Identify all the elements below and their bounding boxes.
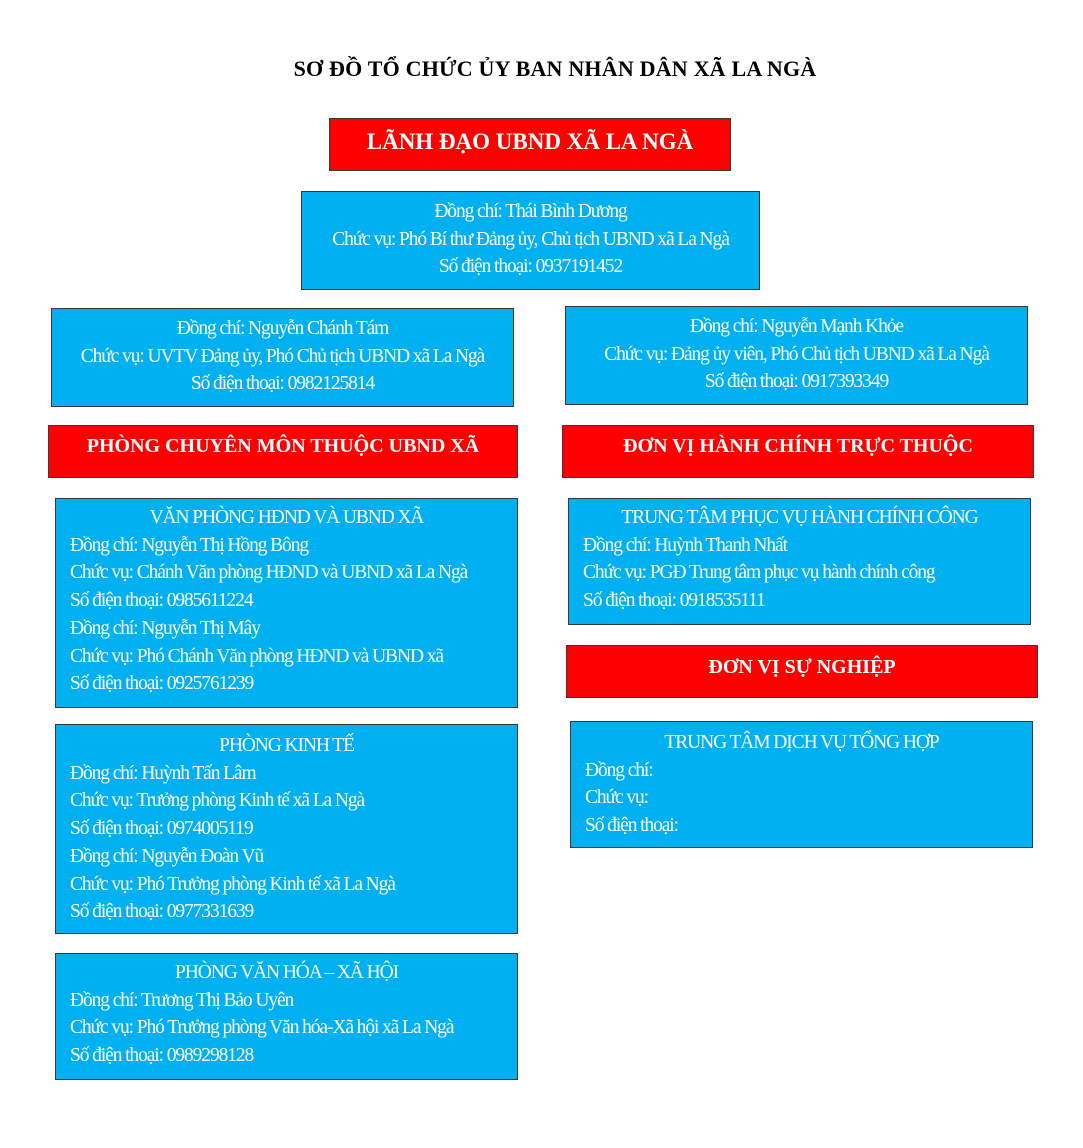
culture-dept-box: [55, 953, 518, 1080]
public-service-header: ĐƠN VỊ SỰ NGHIỆP: [566, 645, 1038, 698]
office-person1-name: Đồng chí: Nguyễn Thị Hồng Bông: [70, 534, 309, 556]
office-person2-phone: Số điện thoại: 0925761239: [70, 673, 254, 695]
departments-header: PHÒNG CHUYÊN MÔN THUỘC UBND XÃ: [48, 425, 518, 478]
economic-dept-name: PHÒNG KINH TẾ: [219, 735, 354, 756]
vice-chairman-2-name: Đồng chí: Nguyễn Mạnh Khỏe: [690, 316, 903, 337]
culture-dept-name: PHÒNG VĂN HÓA – XÃ HỘI: [175, 962, 398, 983]
admin-units-header: ĐƠN VỊ HÀNH CHÍNH TRỰC THUỘC: [562, 425, 1034, 478]
admin-center-box: [568, 498, 1031, 625]
admin-center-person1-name: Đồng chí: Huỳnh Thanh Nhất: [583, 534, 787, 556]
vice-chairman-2-box: [565, 306, 1028, 405]
chairman-phone: Số điện thoại: 0937191452: [438, 256, 623, 278]
office-box: [55, 498, 518, 708]
economic-dept-person2-position: Chức vụ: Phó Trưởng phòng Kinh tế xã La Ngà: [70, 873, 395, 895]
admin-center-person1-phone: Số điện thoại: 0918535111: [583, 590, 765, 612]
economic-dept-person2-name: Đồng chí: Nguyễn Đoàn Vũ: [70, 845, 264, 867]
culture-dept-person1-phone: Số điện thoại: 0989298128: [70, 1045, 254, 1067]
vice-chairman-2-phone: Số điện thoại: 0917393349: [704, 371, 889, 393]
vice-chairman-1-phone: Số điện thoại: 0982125814: [190, 373, 375, 395]
service-center-box: [570, 721, 1033, 848]
economic-dept-person1-position: Chức vụ: Trưởng phòng Kinh tế xã La Ngà: [70, 790, 365, 812]
office-name: VĂN PHÒNG HĐND VÀ UBND XÃ: [149, 507, 424, 528]
service-center-person1-position: Chức vụ:: [585, 787, 648, 809]
chairman-position: Chức vụ: Phó Bí thư Đảng ủy, Chủ tịch UBND xã La Ngà: [332, 228, 729, 250]
vice-chairman-2-position: Chức vụ: Đảng ủy viên, Phó Chủ tịch UBND xã La Ngà: [604, 343, 989, 365]
service-center-person1-phone: Số điện thoại:: [585, 815, 678, 837]
economic-dept-person2-phone: Số điện thoại: 0977331639: [70, 901, 254, 923]
chairman-box: [301, 191, 760, 290]
leadership-header: LÃNH ĐẠO UBND XÃ LA NGÀ: [329, 118, 731, 171]
admin-center-name: TRUNG TÂM PHỤC VỤ HÀNH CHÍNH CÔNG: [621, 507, 978, 528]
office-person1-position: Chức vụ: Chánh Văn phòng HĐND và UBND xã La Ngà: [70, 562, 468, 584]
service-center-name: TRUNG TÂM DỊCH VỤ TỔNG HỢP: [664, 732, 939, 753]
culture-dept-person1-position: Chức vụ: Phó Trưởng phòng Văn hóa-Xã hội xã La Ngà: [70, 1017, 454, 1039]
page-title: SƠ ĐỒ TỔ CHỨC ỦY BAN NHÂN DÂN XÃ LA NGÀ: [293, 56, 817, 81]
vice-chairman-1-box: [51, 308, 514, 407]
economic-dept-box: [55, 724, 518, 934]
economic-dept-person1-phone: Số điện thoại: 0974005119: [70, 818, 253, 840]
vice-chairman-1-name: Đồng chí: Nguyễn Chánh Tám: [176, 318, 389, 339]
culture-dept-person1-name: Đồng chí: Trương Thị Bảo Uyên: [70, 989, 294, 1011]
economic-dept-person1-name: Đồng chí: Huỳnh Tấn Lâm: [70, 762, 256, 784]
office-person2-name: Đồng chí: Nguyễn Thị Mây: [70, 617, 260, 639]
office-person1-phone: Số điện thoại: 0985611224: [70, 590, 253, 612]
office-person2-position: Chức vụ: Phó Chánh Văn phòng HĐND và UBND xã: [70, 645, 443, 667]
chairman-name: Đồng chí: Thái Bình Dương: [434, 201, 627, 222]
service-center-person1-name: Đồng chí:: [585, 759, 653, 781]
admin-center-person1-position: Chức vụ: PGĐ Trung tâm phục vụ hành chính công: [583, 562, 935, 584]
vice-chairman-1-position: Chức vụ: UVTV Đảng ủy, Phó Chủ tịch UBND xã La Ngà: [80, 345, 485, 367]
